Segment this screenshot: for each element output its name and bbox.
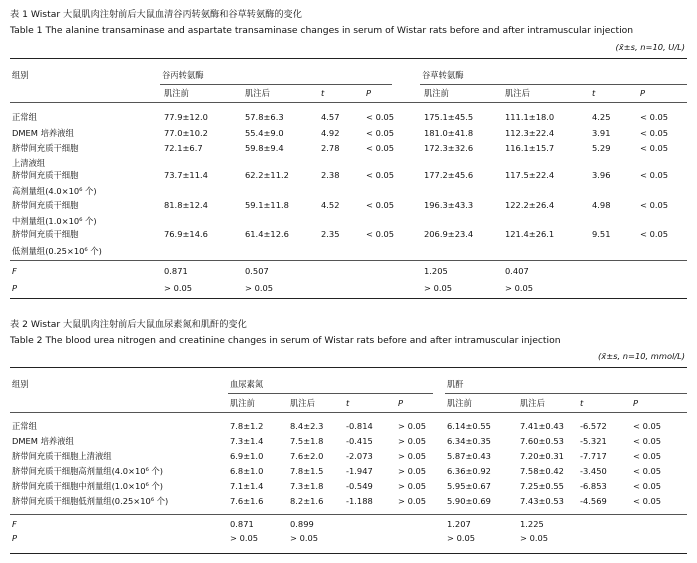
table2-subheader-3: P [398, 398, 404, 408]
table1-cell: 4.52 [321, 200, 340, 210]
table2-cell: 7.58±0.42 [520, 466, 564, 476]
table2-cell: 5.95±0.67 [447, 481, 491, 491]
table1-cell: 116.1±15.7 [505, 143, 555, 153]
table1-subheader-rule [10, 102, 687, 103]
table2-stat-cell: > 0.05 [290, 533, 319, 543]
table1-cell: < 0.05 [640, 170, 669, 180]
table2-cell: -0.814 [346, 421, 373, 431]
table2-cell: 6.8±1.0 [230, 466, 264, 476]
table1-cell: 111.1±18.0 [505, 112, 555, 122]
table1-header-alt: 谷丙转氨酶 [162, 70, 204, 80]
table1-cell: 4.98 [592, 200, 611, 210]
table2-cell: 7.8±1.2 [230, 421, 264, 431]
table1-cell: 59.8±9.4 [245, 143, 284, 153]
table2-cell: > 0.05 [398, 451, 427, 461]
table2-subheader-1: 肌注后 [290, 398, 315, 408]
table2-cell: 6.34±0.35 [447, 436, 491, 446]
table2-cell: 7.60±0.53 [520, 436, 564, 446]
table1-cell: 9.51 [592, 229, 611, 239]
table1-top-rule [10, 58, 687, 59]
table2-subheader-0: 肌注前 [230, 398, 255, 408]
table2-cell: > 0.05 [398, 481, 427, 491]
table2-cell: 8.4±2.3 [290, 421, 324, 431]
table2-cell: 8.2±1.6 [290, 496, 324, 506]
table1-cell: < 0.05 [366, 200, 395, 210]
table2-top-rule [10, 367, 687, 368]
table2-stat-label: F [12, 519, 17, 529]
table1-cell: 3.96 [592, 170, 611, 180]
table2-subheader-5: 肌注后 [520, 398, 545, 408]
table2-cell: 7.43±0.53 [520, 496, 564, 506]
table1-cell: < 0.05 [366, 170, 395, 180]
table1-cell: 4.92 [321, 128, 340, 138]
table1-cell: 175.1±45.5 [424, 112, 474, 122]
table2-cell: < 0.05 [633, 421, 662, 431]
table2-cell: < 0.05 [633, 436, 662, 446]
table1-cell: < 0.05 [366, 128, 395, 138]
table2-cell: > 0.05 [398, 466, 427, 476]
table2-subheader-2: t [346, 398, 350, 408]
table2-stat-cell: 1.207 [447, 519, 471, 529]
table2-row-label: 正常组 [12, 421, 37, 431]
table1-row-label: 高剂量组(4.0×10⁶ 个) [12, 186, 97, 196]
table1-cell: 81.8±12.4 [164, 200, 208, 210]
table2-bottom-rule [10, 553, 687, 554]
table1-cell: 61.4±12.6 [245, 229, 289, 239]
table1-cell: < 0.05 [640, 128, 669, 138]
table1-stat-cell: > 0.05 [505, 283, 534, 293]
table1-row-label: 脐带间充质干细胞 [12, 200, 79, 210]
table2-header-rule-creatinine [445, 393, 687, 394]
table2-cell: -7.717 [580, 451, 607, 461]
table2-cell: < 0.05 [633, 496, 662, 506]
table2-subheader-rule [10, 412, 687, 413]
table2-cell: -1.947 [346, 466, 373, 476]
table1-cell: 3.91 [592, 128, 611, 138]
table1-cell: < 0.05 [640, 229, 669, 239]
table2-header-creatinine: 肌酐 [447, 379, 464, 389]
table2-cell: < 0.05 [633, 466, 662, 476]
table2-cell: -4.569 [580, 496, 607, 506]
table1-cell: 62.2±11.2 [245, 170, 289, 180]
table1-cell: < 0.05 [640, 200, 669, 210]
table1-row-label: 低剂量组(0.25×10⁶ 个) [12, 246, 102, 256]
table1-row-label: 中剂量组(1.0×10⁶ 个) [12, 216, 97, 226]
table2-cell: < 0.05 [633, 451, 662, 461]
table2-stat-cell: 1.225 [520, 519, 544, 529]
table2-unit-note: (x̄±s, n=10, mmol/L) [598, 351, 685, 361]
table1-subheader-1: 肌注后 [245, 88, 270, 98]
table2-cell: 7.6±1.6 [230, 496, 264, 506]
table1-group-header: 组别 [12, 70, 29, 80]
table2-cell: 6.9±1.0 [230, 451, 264, 461]
table1-cell: 4.57 [321, 112, 340, 122]
table1-stat-cell: > 0.05 [245, 283, 274, 293]
table2-cell: 7.25±0.55 [520, 481, 564, 491]
table2-cell: -1.188 [346, 496, 373, 506]
table1-stat-cell: 0.871 [164, 266, 188, 276]
table2-cell: 7.5±1.8 [290, 436, 324, 446]
table1-cell: 181.0±41.8 [424, 128, 474, 138]
table1-row-label: 脐带间充质干细胞 [12, 143, 79, 153]
table2-stats-rule [10, 514, 687, 515]
table2-cell: -5.321 [580, 436, 607, 446]
table2-cell: -6.572 [580, 421, 607, 431]
table1-cell: 122.2±26.4 [505, 200, 555, 210]
table1-header-rule-alt [160, 84, 392, 85]
table1-stat-cell: 0.507 [245, 266, 269, 276]
table2-cell: < 0.05 [633, 481, 662, 491]
table1-subheader-5: 肌注后 [505, 88, 530, 98]
table1-title-en: Table 1 The alanine transaminase and aspartate transaminase changes in serum of Wistar rats before and after intramuscular injection [10, 25, 634, 36]
table2-header-bun: 血尿素氮 [230, 379, 264, 389]
table1-cell: 177.2±45.6 [424, 170, 474, 180]
table2-cell: 5.90±0.69 [447, 496, 491, 506]
table1-cell: 121.4±26.1 [505, 229, 555, 239]
table2-cell: 7.3±1.8 [290, 481, 324, 491]
table1-subheader-3: P [366, 88, 372, 98]
table1-stat-cell: 0.407 [505, 266, 529, 276]
table1-cell: 76.9±14.6 [164, 229, 208, 239]
table2-cell: 7.8±1.5 [290, 466, 324, 476]
table1-stat-cell: 1.205 [424, 266, 448, 276]
table2-stat-label: P [12, 533, 18, 543]
table2-subheader-7: P [633, 398, 639, 408]
table1-cell: 57.8±6.3 [245, 112, 284, 122]
table1-row-label: DMEM 培养液组 [12, 128, 74, 138]
table1-subheader-7: P [640, 88, 646, 98]
table1-subheader-4: 肌注前 [424, 88, 449, 98]
table2-row-label: DMEM 培养液组 [12, 436, 74, 446]
table2-cell: 7.6±2.0 [290, 451, 324, 461]
table1-cell: 77.9±12.0 [164, 112, 208, 122]
table1-stats-rule [10, 260, 687, 261]
table2-stat-cell: > 0.05 [520, 533, 549, 543]
table1-stat-cell: > 0.05 [164, 283, 193, 293]
table2-cell: 7.1±1.4 [230, 481, 264, 491]
table2-stat-cell: > 0.05 [447, 533, 476, 543]
table1-cell: 72.1±6.7 [164, 143, 203, 153]
table2-cell: 7.41±0.43 [520, 421, 564, 431]
table1-stat-label: P [12, 283, 18, 293]
table1-subheader-0: 肌注前 [164, 88, 189, 98]
table1-row-label: 脐带间充质干细胞 [12, 170, 79, 180]
table1-cell: 77.0±10.2 [164, 128, 208, 138]
table2-row-label: 脐带间充质干细胞低剂量组(0.25×10⁶ 个) [12, 496, 169, 506]
table1-row-label: 正常组 [12, 112, 37, 122]
table2-subheader-6: t [580, 398, 584, 408]
table1-header-ast: 谷草转氨酶 [422, 70, 464, 80]
table2-cell: 5.87±0.43 [447, 451, 491, 461]
table1-cell: < 0.05 [366, 112, 395, 122]
table1-header-rule-ast [420, 84, 687, 85]
table1-cell: 2.35 [321, 229, 340, 239]
table1-row-label: 上清液组 [12, 158, 46, 168]
table1-unit-note: (x̄±s, n=10, U/L) [615, 42, 685, 52]
table2-cell: -6.853 [580, 481, 607, 491]
table1-cell: 4.25 [592, 112, 611, 122]
table1-subheader-6: t [592, 88, 596, 98]
table1-cell: 55.4±9.0 [245, 128, 284, 138]
table1-stat-cell: > 0.05 [424, 283, 453, 293]
table1-cell: 196.3±43.3 [424, 200, 474, 210]
table2-row-label: 脐带间充质干细胞高剂量组(4.0×10⁶ 个) [12, 466, 164, 476]
table1-cell: 73.7±11.4 [164, 170, 208, 180]
table2-cell: > 0.05 [398, 421, 427, 431]
table1-cell: 2.78 [321, 143, 340, 153]
table2-row-label: 脐带间充质干细胞上清液组 [12, 451, 112, 461]
table2-cell: -0.549 [346, 481, 373, 491]
table2-group-header: 组别 [12, 379, 29, 389]
table1-cell: 2.38 [321, 170, 340, 180]
table2-title-cn: 表 2 Wistar 大鼠肌肉注射前后大鼠血尿素氮和肌酐的变化 [10, 319, 247, 330]
table1-stat-label: F [12, 266, 17, 276]
table2-subheader-4: 肌注前 [447, 398, 472, 408]
table2-stat-cell: 0.871 [230, 519, 254, 529]
table2-cell: -0.415 [346, 436, 373, 446]
table2-title-en: Table 2 The blood urea nitrogen and creatinine changes in serum of Wistar rats before and after intramuscular injection [10, 335, 561, 346]
table1-cell: < 0.05 [366, 143, 395, 153]
table2-header-rule-bun [228, 393, 433, 394]
table2-cell: 7.3±1.4 [230, 436, 264, 446]
table2-stat-cell: > 0.05 [230, 533, 259, 543]
table2-row-label: 脐带间充质干细胞中剂量组(1.0×10⁶ 个) [12, 481, 164, 491]
table2-cell: 6.36±0.92 [447, 466, 491, 476]
table2-cell: 7.20±0.31 [520, 451, 564, 461]
table2-cell: > 0.05 [398, 436, 427, 446]
table1-cell: 5.29 [592, 143, 611, 153]
table1-cell: < 0.05 [366, 229, 395, 239]
table1-subheader-2: t [321, 88, 325, 98]
table2-cell: > 0.05 [398, 496, 427, 506]
table2-cell: -3.450 [580, 466, 607, 476]
table1-cell: < 0.05 [640, 143, 669, 153]
table1-cell: 206.9±23.4 [424, 229, 474, 239]
table1-row-label: 脐带间充质干细胞 [12, 229, 79, 239]
table1-cell: 112.3±22.4 [505, 128, 555, 138]
table1-bottom-rule [10, 298, 687, 299]
table2-cell: -2.073 [346, 451, 373, 461]
table1-cell: 172.3±32.6 [424, 143, 474, 153]
table2-cell: 6.14±0.55 [447, 421, 491, 431]
table1-cell: 117.5±22.4 [505, 170, 555, 180]
table2-stat-cell: 0.899 [290, 519, 314, 529]
table1-title-cn: 表 1 Wistar 大鼠肌肉注射前后大鼠血清谷丙转氨酶和谷草转氨酶的变化 [10, 9, 302, 20]
table1-cell: < 0.05 [640, 112, 669, 122]
table1-cell: 59.1±11.8 [245, 200, 289, 210]
